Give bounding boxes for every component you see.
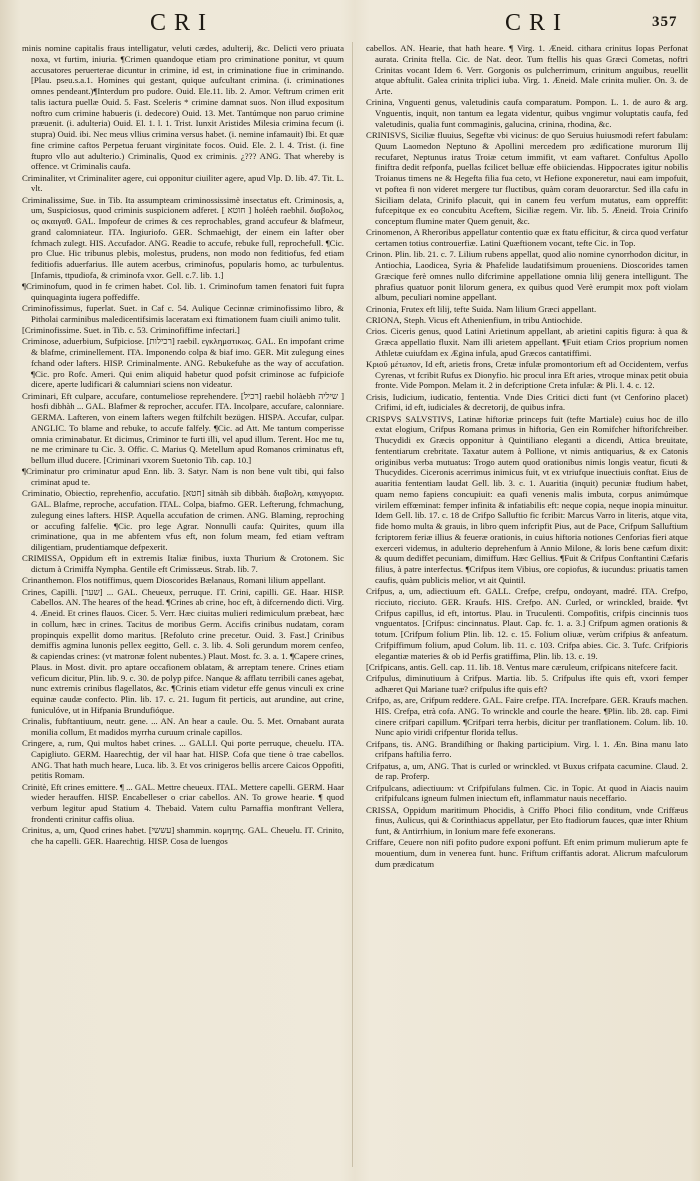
dictionary-entry: cabellos. AN. Hearie, that hath heare. ¶ Virg. 1. Æneid. cithara crinitus Iopas Perfonat aurata. Crinita ftella. Cic. de Nat. deor. Tum ftellis his quas Græci Cometas, noftri Crinitas vocant Idem 6. Verr. Gorgonis os pulcherrimum, crinitum anguibus, reuellit atque abftulit. Galea crinita triplici iuba. Virg. 1. Æneid. Male crinita mulier. On. 3. de Arte. bbox=[366, 43, 688, 96]
dictionary-entry: Crinitus, a, um, Quod crines habet. [עששי] shammin. κομητης. GAL. Cheuelu. IT. Crinito, che ha capelli. GER. Haarechtig. HISP. Cosa de luengos bbox=[22, 825, 344, 846]
dictionary-entry: minis nomine capitalis fraus intelligatur, veluti cædes, adulterij, &c. Delicti vero priuata noxa, vt furtim, iniuria. ¶Crimen quandoque etiam pro criminatione ponitur, vt quum accusatores peruerterae dicuntur in crimine, id est, in criminatione fiue in criminando. [Plau. pseu.s.a.1. Homines qui gestant, quique aufcultant crimina. (i. criminationes omnes pendeant.)¶Interdum pro pudore. Ouid. Ele.11. lib. 2. Amor. Veftrum crimen erit talis iactura puellæ Ouid. 5. Fast. Sceleris * crimine damnat suos. Non illud expositum noftro cum crimine habueris (i. dedecore) Ouid. 13. Met. Tantúmque non paruo crimine præuenit. (i. adulteria) Ouid. El. 1. l. 1. Trist. Iunxit Aristides Milesia crimina fecum (i. stupra) Ouid. ibi. Nec meus vllius crimina versus habet. (i. nemine infamauit) Ibi. Et quæ fine crimine caftos Perpetua feruant virginitate focos. Ouid. Ele. 2. l. 4. Trist. (i. fine ftupro vllo aut adulterio.) Criminalis, Quod ex criminis. ¿??? ANG. That whereby is offence. vt Criminalis caufa. bbox=[22, 43, 344, 172]
dictionary-entry: CRISSA, Oppidum maritimum Phocidis, à Criffo Phoci filio conditum, vnde Criffæus finus, Aulicus, qui & Corinthiacus appellatur, per Eto ftadiorum fauces, quæ inter Rhium funt, & Antirrhium, in Ionium mare fefe exonerans. bbox=[366, 804, 688, 836]
dictionary-entry: CRISPVS SALVSTIVS, Latinæ hiftoriæ princeps fuit (tefte Martiale) cuius hoc de illo extat elogium, Crifpus Romana primus in hiftoria, Gen ein Romifcher hiftorifchreiber. Thucydidi ex Græcis opponitur à Quintiliano eleganti a dicendi, Attica breuitate, fententiarum crebritate. Taxatur autem à Pollione, vt nimis antiquarius, & ex Catonis originibus verba mutuatus: Trogo autem quod orationibus nimis longis veatur, ficuti & Thucydides. Ciceronis acerrimus inimicus fuit, vt ex vtriufque inuectiuis conftat. Eius de auaritia fententiam laudat Gell. lib. 3. c. 1. Auaritia (inquit) pecuniæ ftudium habet, quam nemo fapiens concupiuit: ea quafi venenis malis imbuta, corpus animúmque virilem effœminat: femper infinita & infatiabilis eft: neque copia, neque inopia minuitur. Idem Gell. lib. 17. c. 18 de Crifpo Salluftio fic fcribit: Marcus Varro in literis, atque vita, fide homo multa & grauis, in libro quem infcripfit Pius, aut de Pace, Crifpum Salluftium fcriptorem feriæ illius & feueræ orationis, in cuius hiftoria notiones Cenforias fieri atque exerceri videmus, in adulterio deprehenfum à Annio Milone, & loris bene cæfum dixit: & quum dediffet pecuniam, dimiffum. Hæc Gellius. ¶Fuit & Crifpus Conftantini Cæfaris filius, à patre interfectus. ¶Crifpus item Vibius, ore copiofus, & iucundus: priuatis tamen caufis, quàm publicis melior, vt ait Quintil. bbox=[366, 413, 688, 585]
page-number: 357 bbox=[652, 14, 678, 30]
dictionary-entry: Criminalissime, Sue. in Tib. Ita assumpteam criminossissimè insectatus eft. Criminosis, a, um, Suspiciosus, quod criminis suspicionem adferet. [ חוטא ] holéeh raebhil. διαβολος, ος ακαιγαθ. GAL. Impofeur de crimes & ces reprochables, grand accufeur & blafmeur, grand calomniateur. ITA. Ingiuriofo. GER. Schmaehigt, der einem ein lafter ober fchmach zulegt. HIS. Accufador. ANG. Readie to accufe, rebuke full, reprochefull. ¶Cic. pro Clue. Hic tribunus plebis, molestus, prudens, non modo non feditiofus, fed etiam feditiofis aduerfarius. Ille autem acerbus, criminofus, popularis homo, ac turbulentus. [Infamis, ttpudiofa, & criminofa vxor. Gell. c.7. lib. 1.] bbox=[22, 194, 344, 280]
dictionary-entry: [Criminofissime. Suet. in Tib. c. 53. Criminofiffime infectari.] bbox=[22, 325, 240, 335]
right-running-head: CRI bbox=[505, 10, 570, 36]
dictionary-entry: Criffare, Ceuere non nifi pofito pudore exponi poffunt. Eft enim primum mulierum apte fe mouentium, dum in venerea funt. hunc. Friftum criffantis adorat. Alicrum mafculorum dum prædicatum bbox=[366, 837, 688, 869]
dictionary-entry: Criminose, aduerbium, Sufpiciose. [רכילות] raebil. εγκληματικως. GAL. En impofant crime & blafme, criminellement. ITA. Imponendo colpa & biaf imo. GER. Mit zulegung eines fchand oder lafters. HISP. Criminalmente. ANG. Rebukefuhe as the way of accufation. ¶Cic. pro Rofc. Ameri. Qui enim aliquid habetur quod pofsit criminose ac fufpiciofe dicere, aperte ludificari & calumniari sciens non videatur. bbox=[22, 336, 344, 390]
dictionary-entry: Cringere, a, rum, Qui multos habet crines. ... GALLI. Qui porte perruque, cheuelu. ITA. Capigliuto. GERM. Haarechtig, der vil haar hat. HISP. Cofa que tiene ò trae cabellos. ANG. That hath much heare, Luca. lib. 3. Et vos crinigeros bellis arcere Caicos Oppofiti, petitis Romam. bbox=[22, 738, 344, 781]
dictionary-entry: Crinina, Vnguenti genus, valetudinis caufa comparatum. Pompon. L. 1. de auro & arg. Vnguentis, inquit, non tantum ea legata videntur, quibus vngimur voluptatis caufa, fed valetudinis, qualia funt commaginis, galucina, crinina, rhodina, &c. bbox=[366, 97, 688, 129]
dictionary-entry: CRIONA, Steph. Vicus eft Athenienfium, in tribu Antiochide. bbox=[366, 314, 583, 325]
dictionary-entry: Crifpatus, a, um, ANG. That is curled or wrinckled. vt Buxus crifpata cacumine. Claud. 2. de rap. Proferp. bbox=[366, 760, 688, 782]
dictionary-entry: Crinon. Plin. lib. 21. c. 7. Lilium rubens appellat, quod alio nomine cynorrhodon dicitur, in Antiochia, Laodicea, Syria & Phafelide laudatifsimum proueniens. Dioscorides tamen Græcique ferè omnes nullo difcrimine appellatione omnia lilij genera intelligunt. The phrafius quatuor ponit lilorum genera, ex quibus quod Verè erumpit mox poft violam album, peculiari nomine appellant. bbox=[366, 249, 688, 303]
dictionary-entry: ¶Criminofum, quod in fe crimen habet. Col. lib. 1. Criminofum tamen fenatori fuit fupra quinquaginta iugera poffediffe. bbox=[22, 281, 344, 302]
dictionary-entry: ¶Criminatur pro criminatur apud Enn. lib. 3. Satyr. Nam is non bene vult tibi, qui falso criminat apud te. bbox=[22, 466, 344, 487]
dictionary-entry: Crisis, Iudicium, iudicatio, fententia. Vnde Dies Critici dicti funt (vt Cenforino placet) Crifimi, id eft, iudiciales & decretorij, de quibus infra. bbox=[366, 391, 688, 413]
dictionary-entry: Crinalis, fubftantiuum, neutr. gene. ... AN. An hear a caule. Ou. 5. Met. Ornabant aurata monilia collum, Et madidos myrrha curuum crinale capillos. bbox=[22, 716, 344, 737]
dictionary-entry: CRINISVS, Siciliæ fluuius, Segeftæ vbi vicinus: de quo Seruius huiusmodi refert fabulam: Quum Laomedon Neptuno & Apollini mercedem pro ædificatione murorum Ilij recufaret, Neptunus iratus Troiæ cetum immifit, vt eam vaftaret. Confultus Apollo finiftra dedit refponfa, puellas fcilicet belluæ effe obiiciendas. Hippocrates igitur nobilis Troianus timens ne & Hegefta filia fua ceto, vt Hefione exponeretur, naui eam impofuit, vt poftea fi non videret mergere tur fluctibus, quàm coram deuorarctur. Sed illa cafu in Siciliam delata, Crinifo placuit, qui in canem feu verfum mutatus, eam oppreffit: fufcepitque ex eo concubitu Aceftem, Siciliæ regem. Vir. lib. 5. Æneid. Troia Crinifo conceptum flumine mater Quem genuit, &c. bbox=[366, 130, 688, 226]
dictionary-entry: Crios. Ciceris genus, quod Latini Arietinum appellant, ab arietini capitis figura: à qua & Græca appellatio fluxit. Nam illi arietem appellant. ¶Fuit etiam Crios proprium nomen Athletæ cuiufdam ex Ægina infula, apud Græcos cantatiffimi. bbox=[366, 326, 688, 358]
dictionary-entry: Criminari, Eft culpare, accufare, contumeliose reprehendere. [רכיל] raebil holàebh שיליה ] hosfi dibhàh ... GAL. Blafmer & reprocher, accufer. ITA. Incolpare, accufare, calonniare. GERMA. Lafteren, von einem lafters wegen ftilfchilt bezügen. HISPA. Accufar, culpar. ANGLIC. To blame and rebuke, to accufe falfely. ¶Cic. ad Att. Me tantum comperisse omnia criminabatur. Et dicimus, Criminor te furti illi, vel apud illum. Terent. Hoc me tu, ne me criminare tu Cic. 3. Offic. C. Marius Q. Metellum apud Romanos criminatus eft, bellum illud ducere. [Criminari vxorem Suetonio Tib. cap. 10.] bbox=[22, 390, 344, 465]
dictionary-entry: Crines, Capilli. [שער] ... GAL. Cheueux, perruque. IT. Crini, capilli. GE. Haar. HISP. Cabellos. AN. The heares of the head. ¶Crines ab crine, hoc eft, à difcernendo dicti. Virg. 4. Æneid. Et crines flauos. Cicer. 5. Verr. Hæc ciuitas mulieri redimiculum præbeat, hæc in collum, hæc in crines. Tacitus de moribus Germ. Accifis crinibus nudatam, coram propinquis expellit domo maritus. [Refoluto crine precetur. Ouid. 3. Fast.] Crinibus demiffis agmina lunonis pellex eegitto, Gell. c. 3. lib. 4. Soli gerundum morem cenfeo, & capiendas crines: (vt matronæ folent nubentes.) Plaut. Most. fc. 3. a. 1. ¶Capere crines, Plaus. in Most. divit. pro aptare occafionem oblatam, & arreptam tenere. Crines etiam veficum dicitur, Plin. lib. 9. c. 30. de polyp pifce. Nanque & afflatu terribili canes agebat, nunc extremis crinibus flagellatos, &c. ¶Crinis etiam videtur effe genus vinculi ex crine equinæ caudæ confecto. Plin. lib. 17. c. 21. Iugum fit perticis, aut arundine, aut crine, funiculóve, ut in Hifpania Brundufióque. bbox=[22, 586, 344, 715]
dictionary-entry: Criminatio, Obiectio, reprehenfio, accufatio. [חטא] sitnàh sib dibbàh. διαβολη, καιγγορια. GAL. Blafme, reproche, accufation. ITAL. Colpa, biafmo. GER. Lefterung, fchmachung, zulegung eines lafters. HISP. Aquella accufation de crimen. ANG. Blaming, reproching or accufing falfelie. ¶Cic. pro lege Agrar. Nonnulli caufa: Quirites, quum illa criminatione, qua in me abfentem vfus eft, non folum meam, fed etiam veftram diligentiam, prudentiamque defpexerit. bbox=[22, 488, 344, 552]
dictionary-entry: Crifpulcans, adiectiuum: vt Crifpifulans fulmen. Cic. in Topic. At quod in Aiacis nauim crifpifulcans igneum fulmen iniectum eft, inflammatur nauis neceffario. bbox=[366, 782, 688, 804]
dictionary-entry: [Crifpicans, antis. Gell. cap. 11. lib. 18. Ventus mare cæruleum, crifpicans nitefcere facit. bbox=[366, 661, 678, 672]
dictionary-entry: Crinanthemon. Flos notiffimus, quem Dioscorides Bælanaus, Romani lilium appellant. bbox=[22, 575, 326, 586]
dictionary-entry: Crinomenon, A Rheroribus appellatur contentio quæ ex ftatu efficitur, & circa quod verfatur certamen totius controuerfiæ. Latini Quæftionem vocant, tefte Cic. in Top. bbox=[366, 227, 688, 248]
dictionary-entry: CRIMISSA, Oppidum eft in extremis Italiæ finibus, iuxta Thurium & Crotonem. Sic dictum à Crimiffa Nympha. Gentile eft Crimissæus. Strab. lib. 7. bbox=[22, 553, 344, 574]
column-divider bbox=[352, 42, 353, 1167]
dictionary-entry: Crinitè, Eft crines emittere. ¶ ... GAL. Mettre cheueux. ITAL. Mettere capelli. GERM. Haar wieder herauffen. HISP. Encabelleser o criar cabellos. AN. To growe hearie. ¶ quod verbum legitur apud Statium 4. Thebaid. Vatem cultu Parnaffia monftrant Vellera, frondenti crinitur caffis oliua. bbox=[22, 781, 344, 824]
dictionary-entry: Crifpulus, diminutiuum à Crifpus. Martia. lib. 5. Crifpulus ifte quis eft, vxori femper adhæret Qui Mariane tuæ? crifpulus ifte quis eft? bbox=[366, 673, 688, 694]
right-column bbox=[366, 43, 688, 1173]
dictionary-entry: Crifpans, tis. ANG. Brandiſhing or ſhaking participium. Virg. l. 1. Æn. Bina manu lato crifpans haftilia ferro. bbox=[366, 738, 688, 760]
left-column bbox=[22, 43, 344, 1173]
dictionary-entry: Κριοῦ μέτωπον, Id eft, arietis frons, Cretæ infulæ promontorium eft ad Occidentem, verfus Cyrenas, vt fcribit Rufus ex Dionyfio. hic procul inra Eft aries, vtroque minax petit obuia fronte. Vide Pompon. Melam it. 2 in defcriptione Creta infulæ: & Pli. l. 4. c. 12. bbox=[366, 358, 688, 391]
page-header bbox=[0, 10, 700, 40]
dictionary-entry: Criminaliter, vt Criminaliter agere, cui opponitur ciuiliter agere, apud Vlp. D. lib. 47. Tit. L. vlt. bbox=[22, 172, 344, 194]
left-running-head: CRI bbox=[150, 10, 215, 36]
dictionary-entry: Crinonia, Frutex eft lilij, tefte Suida. Nam lilium Græci appellant. bbox=[366, 303, 597, 314]
dictionary-entry: Criminofissimus, fuperlat. Suet. in Caf c. 54. Aulique Cecinnæ criminofissimo libro, & Pitholai carminibus maledicentifsimis laceratam exi ftimationem fuam ciuili animo tulit. bbox=[22, 303, 344, 324]
dictionary-entry: Crifpus, a, um, adiectiuum eft. GALL. Crefpe, crefpu, ondoyant, madré. ITA. Crefpo, ricciuto, ricciuto. GER. Kraufs. HIS. Crefpo. AN. Curled, or wrinckled, braide. ¶vt Crifpus capillus, id eft, intortus. Plau. in Truculenti. Compofitis, crifpis cincinnis tuos vnguentatos. [Crifpus: cincinnatus. Plaut. Cap. fc. 1. a. 3.] Crifpum agmen orationis & totum. [Crifpum folium Plin. lib. 12. c. 15. Folium oliuæ, verùm crifpius & anfeatum. Crifpiffimum folium, apud Colum. lib. 11. c. 103. Crifpa abies. Cic. 3. Tufc. Crifpioris elegantiæ materies & ob id Perfis gratiffima, Plin. lib. 13. c. 19. bbox=[366, 586, 688, 661]
dictionary-entry: Crifpo, as, are, Crifpum reddere. GAL. Faire crefpe. ITA. Increfpare. GER. Kraufs machen. HIS. Crefpa, etrà cofa. ANG. To wrinckle and courle the heare. ¶Plin. lib. 28. cap. Fimi cinere crifpari capillum. ¶Crifpari terra herbis, dicitur per tranflationem. Colum. lib. 10. Nunc apio viridi crifpentur florida tellus. bbox=[366, 695, 688, 738]
